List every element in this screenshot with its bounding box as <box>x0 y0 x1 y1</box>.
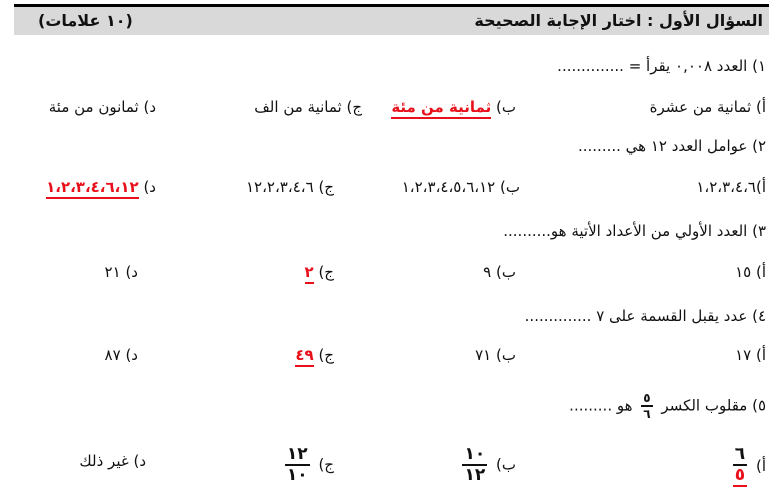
q3-option-b[interactable] <box>483 263 516 281</box>
q4-option-a-value: ١٧ <box>735 346 752 364</box>
q3-option-d-letter: د) <box>125 263 138 281</box>
q1-option-b[interactable] <box>391 98 516 116</box>
q5-option-b-denominator: ١٢ <box>464 465 486 485</box>
q3-option-c-letter: ج) <box>318 263 334 281</box>
q4-option-a-letter: أ) <box>755 346 766 364</box>
q4-option-a[interactable] <box>735 346 766 364</box>
q4-option-d[interactable] <box>105 346 138 364</box>
q1-option-a[interactable]: أ) ثمانية من عشرة <box>649 98 766 116</box>
question-1: ١) العدد ٠,٠٠٨ يقرأ = .............. <box>557 57 766 75</box>
q5-option-c-letter: ج) <box>318 455 334 474</box>
q3-option-b-value: ٩ <box>483 263 492 281</box>
q5-option-c-fraction <box>285 446 310 484</box>
q1-option-b-letter: ب) <box>496 98 516 116</box>
q4-option-d-letter: د) <box>125 346 138 364</box>
q5-option-b-fraction <box>462 446 487 484</box>
q5-text-before: ٥) مقلوب الكسر <box>661 396 766 415</box>
q4-option-b[interactable] <box>475 346 516 364</box>
question-2: ٢) عوامل العدد ١٢ هي ......... <box>577 137 766 155</box>
question-header <box>14 7 769 35</box>
q5-option-c[interactable] <box>281 446 334 484</box>
q2-option-d[interactable] <box>46 178 156 196</box>
q2-option-c-value: ١٢،٢،٣،٤،٦ <box>245 178 314 196</box>
q4-option-b-letter: ب) <box>496 346 516 364</box>
q1-correct-answer: ثمانية من مئة <box>391 98 491 119</box>
q5-fraction <box>641 392 652 420</box>
q3-option-d[interactable] <box>105 263 138 281</box>
marks-label: (١٠ علامات) <box>38 11 133 30</box>
q2-option-b[interactable] <box>402 178 520 196</box>
q4-option-c-letter: ج) <box>318 346 334 364</box>
q5-option-b-letter: ب) <box>496 455 516 474</box>
q2-option-d-letter: د) <box>143 178 156 196</box>
question-title: السؤال الأول : اختار الإجابة الصحيحة <box>474 11 763 30</box>
question-3: ٣) العدد الأولي من الأعداد الأتية هو.......... <box>503 222 766 240</box>
q5-option-d[interactable]: د) غير ذلك <box>79 452 146 470</box>
q5-option-a-fraction <box>733 446 747 487</box>
q2-correct-answer: ١،٢،٣،٤،٦،١٢ <box>46 178 139 199</box>
q5-option-a-letter: أ) <box>755 457 766 475</box>
q5-option-c-denominator: ١٠ <box>286 465 308 485</box>
q3-option-a-letter: أ) <box>755 263 766 281</box>
q1-option-d[interactable]: د) ثمانون من مئة <box>48 98 156 116</box>
q5-correct-answer: ٥ <box>734 465 746 485</box>
q4-option-b-value: ٧١ <box>475 346 492 364</box>
q3-option-a[interactable] <box>735 263 766 281</box>
q2-option-b-letter: ب) <box>500 178 520 196</box>
q2-option-a[interactable]: أ)١،٢،٣،٤،٦ <box>696 178 766 196</box>
q4-correct-answer: ٤٩ <box>295 346 313 367</box>
q2-option-c[interactable] <box>246 178 334 196</box>
q5-fraction-numerator: ٥ <box>643 391 651 405</box>
q3-option-a-value: ١٥ <box>735 263 752 281</box>
q3-option-b-letter: ب) <box>496 263 516 281</box>
question-5 <box>569 392 766 420</box>
q4-option-d-value: ٨٧ <box>104 346 121 364</box>
q3-option-c[interactable] <box>305 263 334 281</box>
q5-option-a-numerator: ٦ <box>734 444 746 464</box>
q2-option-c-letter: ج) <box>318 178 334 196</box>
q5-text-after: هو ......... <box>569 396 633 415</box>
q2-option-b-value: ١،٢،٣،٤،٥،٦،١٢ <box>401 178 496 196</box>
q3-correct-answer: ٢ <box>305 263 314 284</box>
q5-fraction-denominator: ٦ <box>643 407 651 421</box>
q5-option-c-numerator: ١٢ <box>286 444 308 464</box>
q3-option-d-value: ٢١ <box>104 263 121 281</box>
q5-option-a[interactable] <box>729 446 766 487</box>
q1-option-c[interactable]: ج) ثمانية من الف <box>254 98 362 116</box>
q5-option-b-numerator: ١٠ <box>464 444 486 464</box>
question-4: ٤) عدد يقبل القسمة على ٧ .............. <box>524 307 766 325</box>
q4-option-c[interactable] <box>295 346 334 364</box>
q5-option-b[interactable] <box>458 446 516 484</box>
